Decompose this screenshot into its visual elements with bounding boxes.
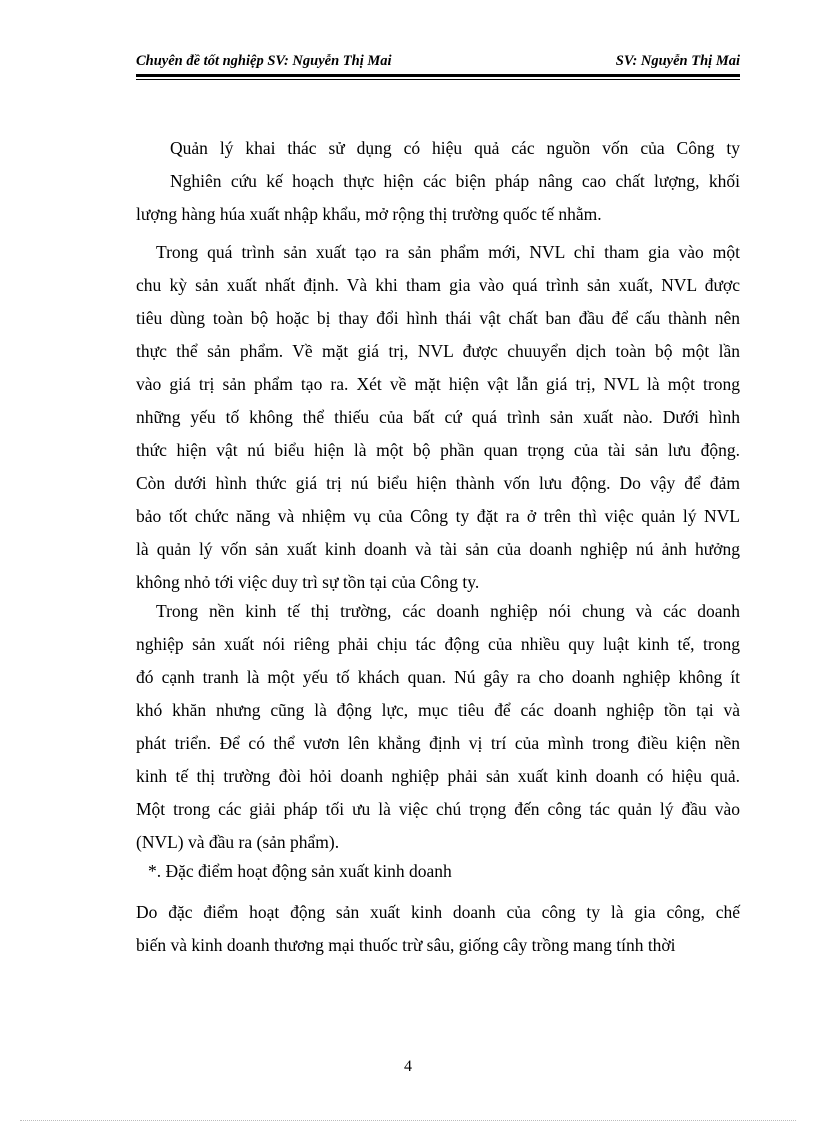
text-line: nghiệp sản xuất nói riêng phải chịu tác động của nhiều quy luật kinh tế, trong <box>136 634 740 654</box>
text-line: Do đặc điểm hoạt động sản xuất kinh doanh của công ty là gia công, chế <box>136 902 740 922</box>
text-line: Trong quá trình sản xuất tạo ra sản phẩm mới, NVL chỉ tham gia vào một <box>156 242 740 262</box>
header-rule-thin <box>136 79 740 80</box>
paragraph-5 <box>136 896 740 962</box>
text-line: (NVL) và đầu ra (sản phẩm). <box>136 832 340 852</box>
text-line: tiêu dùng toàn bộ hoặc bị thay đổi hình thái vật chất ban đầu để cấu thành nên <box>136 308 740 328</box>
text-line: khó khăn nhưng cũng là động lực, mục tiêu để các doanh nghiệp tồn tại và <box>136 700 740 720</box>
text-line: phát triển. Để có thể vươn lên khẳng định vị trí của mình trong điều kiện nền <box>136 733 740 753</box>
text-line: vào giá trị sản phẩm tạo ra. Xét về mặt hiện vật lẫn giá trị, NVL là một trong <box>136 374 740 394</box>
text-line: Trong nền kinh tế thị trường, các doanh nghiệp nói chung và các doanh <box>156 601 740 621</box>
text-line: kinh tế thị trường đòi hỏi doanh nghiệp phải sản xuất kinh doanh có hiệu quả. <box>136 766 740 786</box>
page-bottom-border <box>20 1120 796 1121</box>
text-line: *. Đặc điểm hoạt động sản xuất kinh doanh <box>148 861 452 881</box>
page-number: 4 <box>404 1058 412 1075</box>
section-heading <box>136 855 740 888</box>
header-left-text: Chuyên đề tốt nghiệp SV: Nguyễn Thị Mai <box>136 53 392 69</box>
text-line: Quản lý khai thác sử dụng có hiệu quả các nguồn vốn của Công ty <box>170 138 740 158</box>
text-line: Một trong các giải pháp tối ưu là việc chú trọng đến công tác quản lý đầu vào <box>136 799 740 819</box>
header-rule-thick <box>136 74 740 77</box>
text-line: chu kỳ sản xuất nhất định. Và khi tham gia vào quá trình sản xuất, NVL được <box>136 275 740 295</box>
text-line: biến và kinh doanh thương mại thuốc trừ sâu, giống cây trồng mang tính thời <box>136 935 676 955</box>
paragraph-1 <box>136 132 740 231</box>
text-line: thực thể sản phẩm. Về mặt giá trị, NVL được chuuyển dịch toàn bộ một lần <box>136 341 740 361</box>
text-line: Còn dưới hình thức giá trị nú biểu hiện thành vốn lưu động. Do vậy để đảm <box>136 473 740 493</box>
text-line: là quản lý vốn sản xuất kinh doanh và tài sản của doanh nghiệp nú ảnh hưởng <box>136 539 740 559</box>
paragraph-2 <box>136 236 740 599</box>
text-line: không nhỏ tới việc duy trì sự tồn tại của Công ty. <box>136 572 480 592</box>
text-line: những yếu tố không thể thiếu của bất cứ quá trình sản xuất nào. Dưới hình <box>136 407 740 427</box>
header-right-text: SV: Nguyễn Thị Mai <box>615 53 740 69</box>
text-line: Nghiên cứu kế hoạch thực hiện các biện pháp nâng cao chất lượng, khối <box>170 171 740 191</box>
text-line: lượng hàng húa xuất nhập khẩu, mở rộng thị trường quốc tế nhằm. <box>136 204 602 224</box>
paragraph-3 <box>136 595 740 859</box>
text-line: thức hiện vật nú biểu hiện là một bộ phần quan trọng của tài sản lưu động. <box>136 440 740 460</box>
text-line: bảo tốt chức năng và nhiệm vụ của Công ty đặt ra ở trên thì việc quản lý NVL <box>136 506 740 526</box>
page-header <box>136 50 740 74</box>
text-line: đó cạnh tranh là một yếu tố khách quan. Nú gây ra cho doanh nghiệp không ít <box>136 667 740 687</box>
